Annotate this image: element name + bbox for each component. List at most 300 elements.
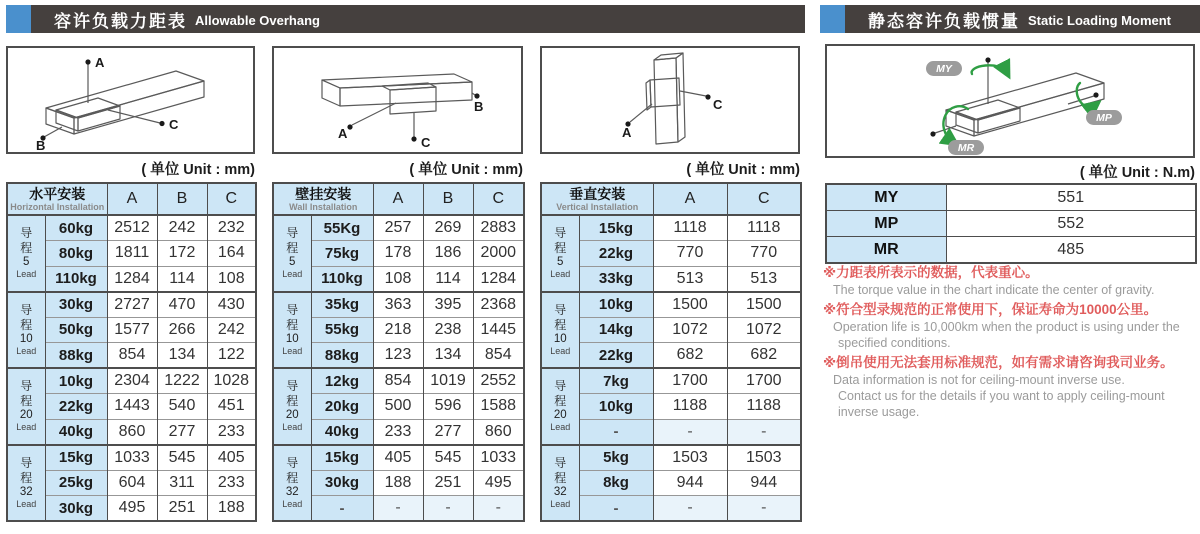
moment-label: MY	[826, 184, 946, 211]
table-row	[541, 343, 801, 369]
load-table	[6, 182, 257, 522]
value-cell: 1500	[653, 292, 727, 318]
moment-value: 551	[946, 184, 1196, 211]
vertical-installation-diagram	[542, 48, 798, 152]
lead-line: 5	[557, 256, 564, 269]
lead-line: 32	[19, 485, 33, 498]
header-title-zh: 静态容许负载惯量	[868, 11, 1020, 31]
value-cell: 1188	[653, 394, 727, 420]
column-header: C	[473, 183, 524, 215]
mr-badge	[948, 140, 984, 155]
value-cell: 495	[107, 496, 157, 522]
value-cell: 277	[157, 419, 207, 445]
value-cell: 1072	[727, 317, 801, 343]
my-badge	[926, 61, 962, 76]
point-label-a: A	[95, 55, 105, 70]
wall-installation-diagram	[274, 48, 521, 152]
mp-badge-label: MP	[1096, 112, 1112, 124]
lead-line: Lead	[16, 345, 37, 356]
lead-line: 10	[553, 332, 567, 345]
table-row	[273, 266, 524, 292]
table-row	[273, 470, 524, 496]
moment-value: 485	[946, 237, 1196, 264]
moment-table	[825, 183, 1197, 264]
load-table	[540, 182, 802, 522]
value-cell: 363	[373, 292, 423, 318]
lead-cell	[273, 292, 311, 369]
lead-line: 程	[554, 394, 567, 409]
point-label-b: B	[36, 138, 46, 152]
lead-line: 导	[20, 226, 33, 241]
value-cell: 1118	[653, 215, 727, 241]
table-title	[7, 183, 107, 215]
unit-label-mm: ( 单位 Unit : mm)	[141, 162, 255, 178]
lead-line: Lead	[282, 498, 303, 509]
value-cell: 1284	[473, 266, 524, 292]
load-cell: 22kg	[579, 343, 653, 369]
header-title-zh: 容许负载力距表	[54, 11, 187, 31]
moment-value: 552	[946, 211, 1196, 237]
value-cell: 1811	[107, 241, 157, 267]
section-header-allowable-overhang	[6, 5, 805, 33]
load-cell: 8kg	[579, 470, 653, 496]
my-badge-label: MY	[936, 63, 952, 75]
load-cell: 75kg	[311, 241, 373, 267]
value-cell: 2512	[107, 215, 157, 241]
load-cell: 80kg	[45, 241, 107, 267]
moment-row	[826, 237, 1196, 264]
table-title-zh: 水平安装	[29, 186, 86, 202]
value-cell: 1284	[107, 266, 157, 292]
table-title-en: Vertical Installation	[556, 202, 639, 212]
lead-line: Lead	[16, 269, 37, 280]
value-cell: 1445	[473, 317, 524, 343]
value-cell: 1222	[157, 368, 207, 394]
lead-line: 程	[20, 241, 33, 256]
value-cell: 108	[207, 266, 256, 292]
value-cell: 1019	[423, 368, 473, 394]
load-cell: 10kg	[45, 368, 107, 394]
value-cell: 944	[653, 470, 727, 496]
lead-line: 导	[286, 379, 299, 394]
lead-cell	[541, 368, 579, 445]
table-row	[7, 241, 256, 267]
accent-square	[820, 5, 845, 33]
lead-line: 导	[554, 302, 567, 317]
value-cell: 405	[373, 445, 423, 471]
table-row	[273, 292, 524, 318]
load-cell: 14kg	[579, 317, 653, 343]
note-text-zh: ※力距表所表示的数据，代表重心。	[823, 265, 1039, 280]
point-label-a: A	[338, 126, 348, 141]
load-cell: 55kg	[311, 317, 373, 343]
my-rotation-arrow	[972, 65, 1006, 74]
lead-line: 导	[286, 302, 299, 317]
load-cell: 88kg	[45, 343, 107, 369]
table-row	[541, 215, 801, 241]
lead-line: Lead	[550, 345, 571, 356]
value-cell: 770	[727, 241, 801, 267]
horizontal-installation-diagram	[8, 48, 253, 152]
horizontal-installation-diagram-box	[6, 46, 255, 154]
note-text-zh: ※符合型录规范的正常使用下，保证寿命为10000公里。	[823, 302, 1158, 317]
moment-label: MP	[826, 211, 946, 237]
load-cell: 12kg	[311, 368, 373, 394]
table-row	[541, 496, 801, 522]
lead-cell	[541, 292, 579, 369]
lead-cell	[7, 292, 45, 369]
lead-line: Lead	[282, 269, 303, 280]
lead-line: 导	[554, 379, 567, 394]
static-loading-moment-table	[825, 183, 1195, 264]
table-row	[273, 241, 524, 267]
lead-cell	[541, 445, 579, 522]
lead-line: 程	[554, 241, 567, 256]
load-table	[272, 182, 525, 522]
load-cell: 30kg	[45, 496, 107, 522]
column-header: A	[653, 183, 727, 215]
value-cell: 277	[423, 419, 473, 445]
value-cell: 500	[373, 394, 423, 420]
value-cell: -	[373, 496, 423, 522]
value-cell: 451	[207, 394, 256, 420]
lead-cell	[541, 215, 579, 292]
column-header: C	[727, 183, 801, 215]
moment-label: MR	[826, 237, 946, 264]
moment-row	[826, 211, 1196, 237]
value-cell: -	[473, 496, 524, 522]
note-text-zh: ※倒吊使用无法套用标准规范，如有需求请咨询我司业务。	[823, 355, 1174, 370]
value-cell: 1700	[653, 368, 727, 394]
value-cell: 233	[207, 419, 256, 445]
wall-installation-diagram-box	[272, 46, 523, 154]
vertical-installation-diagram-box	[540, 46, 800, 154]
table-row	[541, 292, 801, 318]
lead-line: 导	[554, 455, 567, 470]
vertical-installation-table	[540, 182, 800, 522]
load-cell: 30kg	[311, 470, 373, 496]
lead-cell	[7, 445, 45, 522]
value-cell: 188	[373, 470, 423, 496]
value-cell: -	[653, 419, 727, 445]
section-header-static-loading-moment	[820, 5, 1200, 33]
value-cell: 682	[653, 343, 727, 369]
table-row	[7, 368, 256, 394]
note	[823, 354, 1197, 420]
value-cell: 218	[373, 317, 423, 343]
wall-installation-table	[272, 182, 523, 522]
table-row	[7, 215, 256, 241]
value-cell: 269	[423, 215, 473, 241]
lead-line: 32	[285, 485, 299, 498]
table-title-en: Horizontal Installation	[10, 202, 105, 212]
value-cell: 1188	[727, 394, 801, 420]
table-title	[273, 183, 373, 215]
lead-line: Lead	[282, 422, 303, 433]
lead-line: 5	[23, 256, 30, 269]
load-cell: 22kg	[45, 394, 107, 420]
column-header: C	[207, 183, 256, 215]
load-cell: 33kg	[579, 266, 653, 292]
value-cell: 238	[423, 317, 473, 343]
note	[823, 301, 1197, 351]
value-cell: 854	[473, 343, 524, 369]
load-cell: 55Kg	[311, 215, 373, 241]
value-cell: 1033	[107, 445, 157, 471]
table-row	[541, 394, 801, 420]
moment-row	[826, 184, 1196, 211]
moment-diagram-box	[825, 44, 1195, 158]
point-label-a: A	[622, 125, 632, 140]
mp-badge	[1086, 110, 1122, 125]
lead-line: 导	[286, 455, 299, 470]
table-row	[541, 266, 801, 292]
value-cell: 1503	[653, 445, 727, 471]
point-label-b: B	[474, 99, 484, 114]
value-cell: 495	[473, 470, 524, 496]
lead-line: 10	[285, 332, 299, 345]
lead-line: 程	[20, 317, 33, 332]
table-title-zh: 垂直安装	[569, 186, 626, 202]
header-bar	[20, 5, 805, 33]
value-cell: 123	[373, 343, 423, 369]
value-cell: 1033	[473, 445, 524, 471]
value-cell: 108	[373, 266, 423, 292]
table-row	[541, 445, 801, 471]
value-cell: 122	[207, 343, 256, 369]
value-cell: 1072	[653, 317, 727, 343]
lead-line: 32	[553, 485, 567, 498]
table-title	[541, 183, 653, 215]
note-text-en: specified conditions.	[838, 336, 951, 350]
value-cell: 860	[107, 419, 157, 445]
table-row	[273, 317, 524, 343]
value-cell: 545	[423, 445, 473, 471]
table-title-en: Wall Installation	[289, 202, 358, 212]
lead-line: Lead	[550, 269, 571, 280]
load-cell: -	[579, 496, 653, 522]
value-cell: 233	[373, 419, 423, 445]
value-cell: 188	[207, 496, 256, 522]
lead-cell	[273, 368, 311, 445]
value-cell: -	[727, 419, 801, 445]
load-cell: 10kg	[579, 394, 653, 420]
unit-label-mm: ( 单位 Unit : mm)	[686, 162, 800, 178]
value-cell: 860	[473, 419, 524, 445]
point-label-c: C	[169, 117, 179, 132]
lead-line: Lead	[16, 422, 37, 433]
value-cell: 311	[157, 470, 207, 496]
value-cell: 172	[157, 241, 207, 267]
value-cell: 470	[157, 292, 207, 318]
load-cell: 40kg	[45, 419, 107, 445]
value-cell: 186	[423, 241, 473, 267]
value-cell: 134	[423, 343, 473, 369]
note-text-en: inverse usage.	[838, 405, 920, 419]
value-cell: 513	[727, 266, 801, 292]
value-cell: 1503	[727, 445, 801, 471]
lead-line: 程	[554, 317, 567, 332]
lead-line: 程	[286, 241, 299, 256]
load-cell: -	[579, 419, 653, 445]
table-row	[7, 317, 256, 343]
lead-line: Lead	[282, 345, 303, 356]
table-row	[7, 419, 256, 445]
column-header: B	[157, 183, 207, 215]
table-row	[541, 470, 801, 496]
notes-block	[823, 264, 1197, 423]
load-cell: 5kg	[579, 445, 653, 471]
table-row	[273, 496, 524, 522]
value-cell: -	[727, 496, 801, 522]
table-row	[541, 368, 801, 394]
table-title-zh: 壁挂安装	[295, 186, 352, 202]
table-row	[7, 394, 256, 420]
lead-line: 20	[285, 409, 299, 422]
lead-line: 10	[19, 332, 33, 345]
table-row	[273, 394, 524, 420]
column-header: A	[107, 183, 157, 215]
load-cell: 15kg	[579, 215, 653, 241]
lead-line: 5	[289, 256, 296, 269]
load-cell: 25kg	[45, 470, 107, 496]
load-cell: 20kg	[311, 394, 373, 420]
value-cell: 513	[653, 266, 727, 292]
value-cell: 405	[207, 445, 256, 471]
table-row	[7, 343, 256, 369]
mr-badge-label: MR	[957, 142, 975, 154]
load-cell: 110kg	[45, 266, 107, 292]
table-row	[273, 419, 524, 445]
lead-line: 导	[20, 455, 33, 470]
table-row	[7, 266, 256, 292]
value-cell: 395	[423, 292, 473, 318]
lead-line: 程	[286, 317, 299, 332]
load-cell: 60kg	[45, 215, 107, 241]
value-cell: 164	[207, 241, 256, 267]
value-cell: 178	[373, 241, 423, 267]
table-row	[273, 343, 524, 369]
note-text-en: Operation life is 10,000km when the product is using under the	[833, 320, 1180, 334]
load-cell: 15kg	[311, 445, 373, 471]
value-cell: 257	[373, 215, 423, 241]
table-row	[273, 368, 524, 394]
header-title-en: Static Loading Moment	[1028, 12, 1171, 28]
value-cell: 1443	[107, 394, 157, 420]
lead-line: 导	[554, 226, 567, 241]
lead-cell	[273, 445, 311, 522]
unit-label-nm: ( 单位 Unit : N.m)	[1079, 165, 1195, 181]
value-cell: 854	[373, 368, 423, 394]
table-row	[541, 241, 801, 267]
lead-line: 程	[20, 394, 33, 409]
value-cell: 1700	[727, 368, 801, 394]
value-cell: 242	[157, 215, 207, 241]
value-cell: 596	[423, 394, 473, 420]
load-cell: 15kg	[45, 445, 107, 471]
value-cell: 2727	[107, 292, 157, 318]
value-cell: 2000	[473, 241, 524, 267]
value-cell: 233	[207, 470, 256, 496]
unit-label-mm: ( 单位 Unit : mm)	[409, 162, 523, 178]
table-row	[7, 470, 256, 496]
value-cell: 944	[727, 470, 801, 496]
value-cell: 242	[207, 317, 256, 343]
load-cell: -	[311, 496, 373, 522]
load-cell: 10kg	[579, 292, 653, 318]
lead-line: 20	[553, 409, 567, 422]
column-header: A	[373, 183, 423, 215]
point-label-c: C	[713, 97, 723, 112]
value-cell: 545	[157, 445, 207, 471]
value-cell: 266	[157, 317, 207, 343]
load-cell: 50kg	[45, 317, 107, 343]
value-cell: 232	[207, 215, 256, 241]
lead-line: 20	[19, 409, 33, 422]
value-cell: 540	[157, 394, 207, 420]
value-cell: 251	[157, 496, 207, 522]
horizontal-installation-table	[6, 182, 255, 522]
load-cell: 110kg	[311, 266, 373, 292]
point-label-c: C	[421, 135, 431, 150]
value-cell: 114	[157, 266, 207, 292]
load-cell: 88kg	[311, 343, 373, 369]
column-header: B	[423, 183, 473, 215]
load-cell: 35kg	[311, 292, 373, 318]
value-cell: 682	[727, 343, 801, 369]
table-row	[7, 445, 256, 471]
load-cell: 7kg	[579, 368, 653, 394]
lead-line: Lead	[550, 498, 571, 509]
lead-line: 导	[286, 226, 299, 241]
table-row	[273, 215, 524, 241]
value-cell: 114	[423, 266, 473, 292]
table-row	[541, 317, 801, 343]
value-cell: 1588	[473, 394, 524, 420]
value-cell: 854	[107, 343, 157, 369]
value-cell: 134	[157, 343, 207, 369]
value-cell: 604	[107, 470, 157, 496]
value-cell: 2368	[473, 292, 524, 318]
lead-line: 程	[286, 394, 299, 409]
load-cell: 22kg	[579, 241, 653, 267]
value-cell: 1118	[727, 215, 801, 241]
lead-line: Lead	[550, 422, 571, 433]
lead-cell	[273, 215, 311, 292]
lead-line: 程	[286, 470, 299, 485]
lead-line: 导	[20, 302, 33, 317]
lead-line: 导	[20, 379, 33, 394]
table-row	[7, 496, 256, 522]
note-text-en: Contact us for the details if you want to apply ceiling-mount	[838, 389, 1165, 403]
value-cell: 2552	[473, 368, 524, 394]
header-title-en: Allowable Overhang	[195, 12, 320, 28]
lead-line: 程	[20, 470, 33, 485]
load-cell: 30kg	[45, 292, 107, 318]
table-row	[273, 445, 524, 471]
lead-line: Lead	[16, 498, 37, 509]
value-cell: 251	[423, 470, 473, 496]
value-cell: 1577	[107, 317, 157, 343]
value-cell: 430	[207, 292, 256, 318]
lead-cell	[7, 215, 45, 292]
note-text-en: Data information is not for ceiling-mount inverse use.	[833, 373, 1125, 387]
lead-line: 程	[554, 470, 567, 485]
table-row	[541, 419, 801, 445]
note-text-en: The torque value in the chart indicate the center of gravity.	[833, 283, 1155, 297]
table-row	[7, 292, 256, 318]
value-cell: 2304	[107, 368, 157, 394]
